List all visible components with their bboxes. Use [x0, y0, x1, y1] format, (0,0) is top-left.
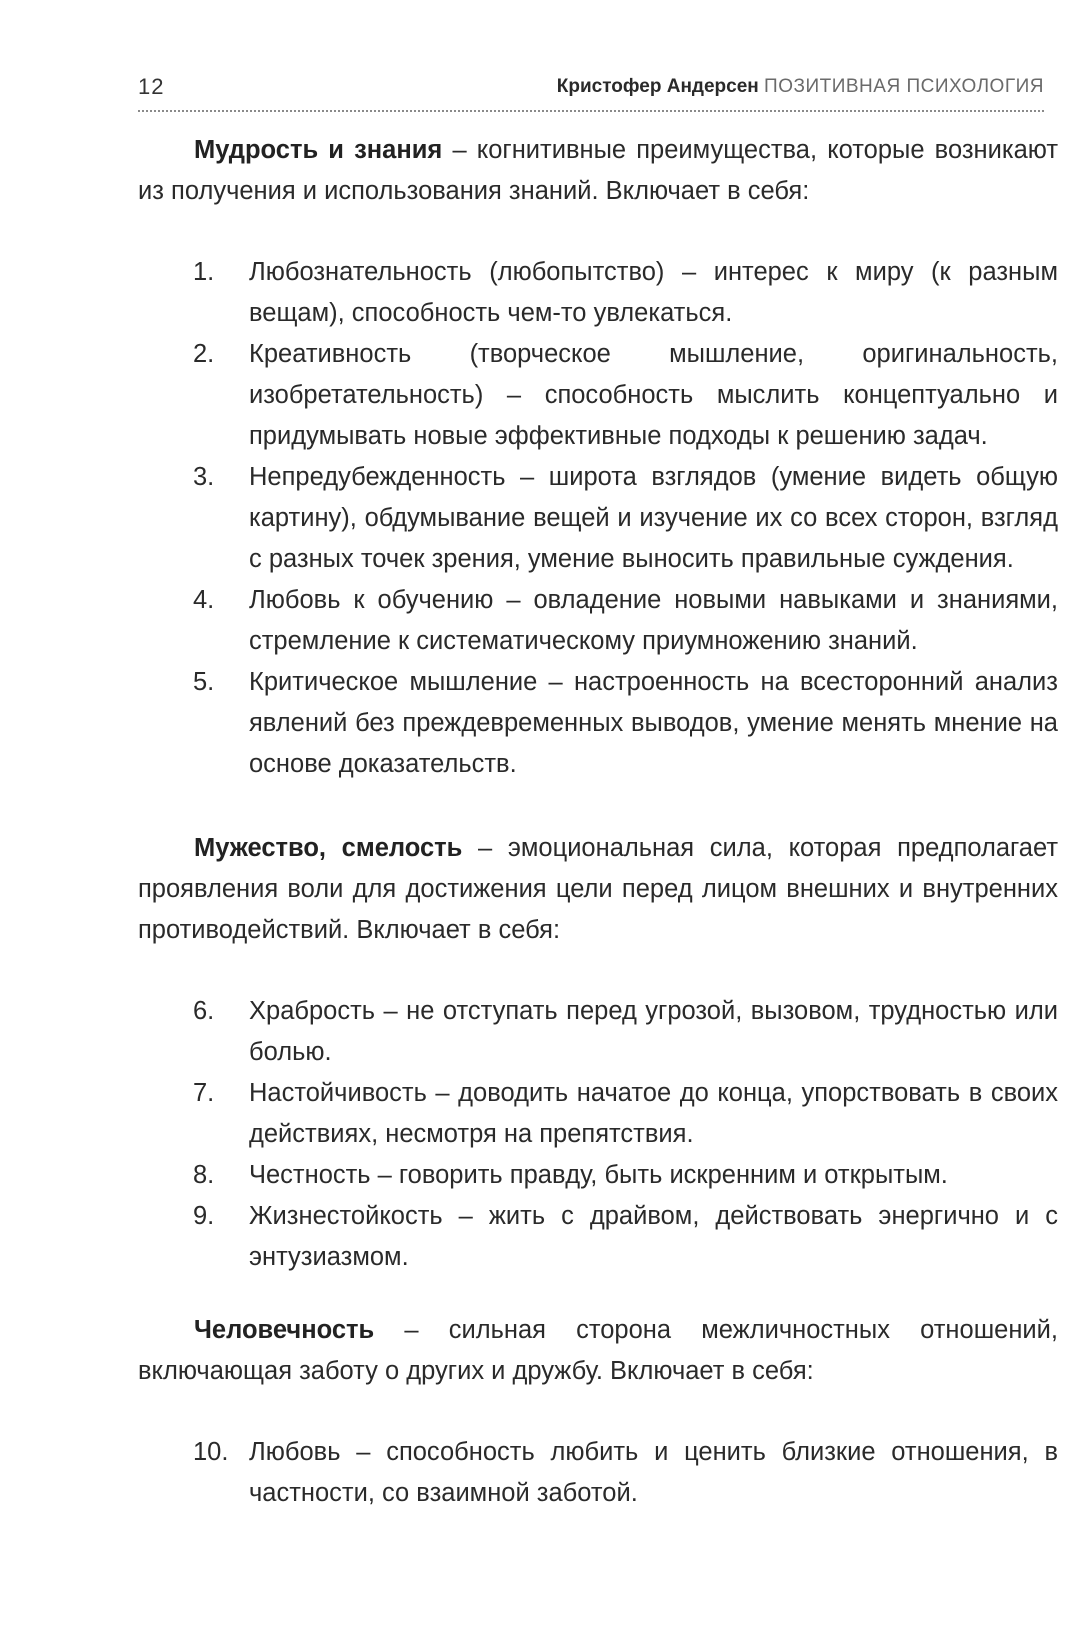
trait-list-wisdom — [138, 252, 1058, 785]
item-number: 2. — [193, 340, 215, 368]
item-number: 10. — [193, 1438, 229, 1466]
page-body — [138, 130, 1058, 1514]
item-text: Настойчивость – доводить начатое до конца, упорствовать в своих действиях, несмотря на препятствия. — [249, 1079, 1058, 1148]
list-item — [193, 1432, 1058, 1514]
section-definition: – эмоциональная сила, которая предполагает проявления воли для достижения цели перед лицом внешних и внутренних противодействий. Включает в себя: — [138, 834, 1058, 944]
list-item — [193, 1073, 1058, 1155]
list-item — [193, 1196, 1058, 1278]
item-text: Жизнестойкость – жить с драйвом, действовать энергично и с энтузиазмом. — [249, 1202, 1058, 1271]
page-header — [138, 70, 1044, 112]
running-head-book-title: ПОЗИТИВНАЯ ПСИХОЛОГИЯ — [764, 76, 1044, 97]
section-intro-courage — [138, 828, 1058, 951]
section-intro-humanity — [138, 1310, 1058, 1392]
item-number: 5. — [193, 668, 215, 696]
list-item — [193, 1155, 1058, 1196]
running-head — [557, 76, 1044, 98]
list-item — [193, 457, 1058, 580]
item-text: Непредубежденность – широта взглядов (умение видеть общую картину), обдумывание вещей и изучение их со всех сторон, взгляд с разных точек зрения, умение выносить правильные суждения. — [249, 463, 1058, 573]
running-head-author: Кристофер Андерсен — [556, 76, 759, 97]
item-number: 6. — [193, 997, 215, 1025]
item-text: Любовь – способность любить и ценить близкие отношения, в частности, со взаимной заботой. — [249, 1438, 1058, 1507]
item-text: Критическое мышление – настроенность на всесторонний анализ явлений без преждевременных выводов, умение менять мнение на основе доказательств. — [249, 668, 1058, 778]
item-text: Любознательность (любопытство) – интерес к миру (к разным вещам), способность чем-то увлекаться. — [249, 258, 1058, 327]
section-term: Человечность — [194, 1316, 375, 1344]
list-item — [193, 662, 1058, 785]
item-number: 3. — [193, 463, 215, 491]
list-item — [193, 580, 1058, 662]
item-number: 7. — [193, 1079, 215, 1107]
item-number: 1. — [193, 258, 215, 286]
list-item — [193, 252, 1058, 334]
item-number: 4. — [193, 586, 215, 614]
trait-list-courage — [138, 991, 1058, 1278]
section-definition: – когнитивные преимущества, которые возникают из получения и использования знаний. Включает в себя: — [138, 136, 1059, 205]
page-number: 12 — [138, 74, 165, 99]
section-intro-wisdom — [138, 130, 1058, 212]
section-term: Мудрость и знания — [194, 136, 443, 164]
item-number: 8. — [193, 1161, 215, 1189]
item-text: Честность – говорить правду, быть искренним и открытым. — [249, 1161, 948, 1189]
list-item — [193, 334, 1058, 457]
item-number: 9. — [193, 1202, 215, 1230]
item-text: Храбрость – не отступать перед угрозой, вызовом, трудностью или болью. — [249, 997, 1058, 1066]
item-text: Креативность (творческое мышление, оригинальность, изобретательность) – способность мыслить концептуально и придумывать новые эффективные подходы к решению задач. — [249, 340, 1058, 450]
list-item — [193, 991, 1058, 1073]
section-term: Мужество, смелость — [194, 834, 463, 862]
item-text: Любовь к обучению – овладение новыми навыками и знаниями, стремление к систематическому приумножению знаний. — [249, 586, 1058, 655]
section-definition: – сильная сторона межличностных отношений, включающая заботу о других и дружбу. Включает в себя: — [138, 1316, 1058, 1385]
trait-list-humanity — [138, 1432, 1058, 1514]
